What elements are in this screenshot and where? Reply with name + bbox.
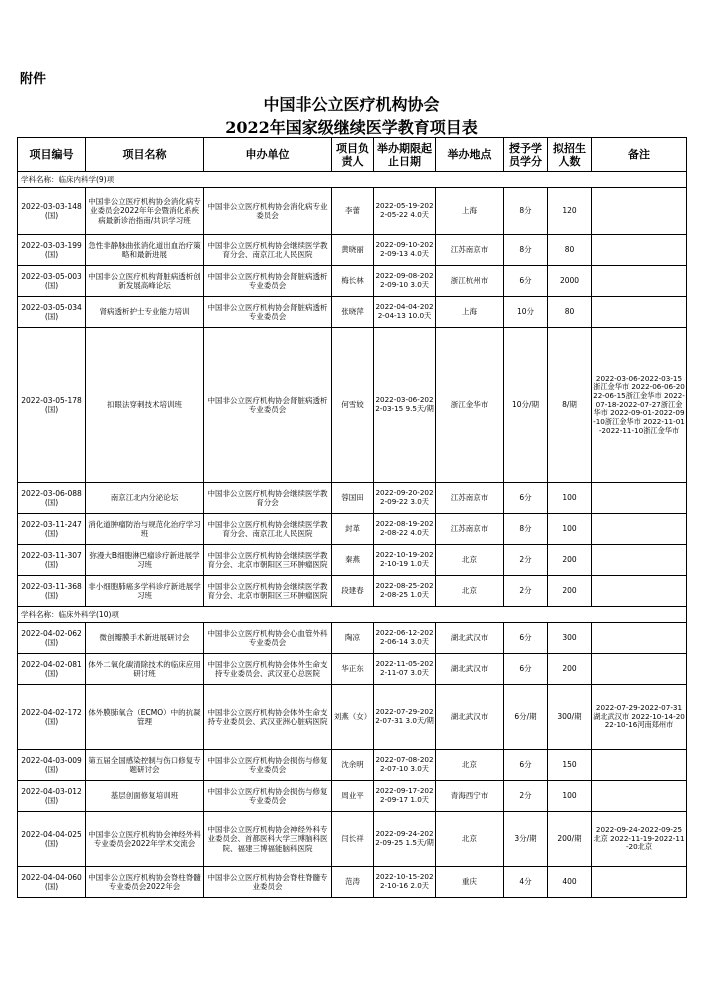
col-header-place: 举办地点 — [436, 138, 504, 172]
cell-place: 北京 — [436, 545, 504, 576]
cell-project-id: 2022-04-04-025 (国) — [18, 812, 86, 867]
section-title: 学科名称：临床外科学(10)项 — [18, 607, 687, 623]
cell-note: 2022-09-24-2022-09-25北京 2022-11-19-2022-11-20北京 — [592, 812, 687, 867]
table-row — [18, 235, 687, 266]
cell-project-name: 中国非公立医疗机构协会脊柱脊髓专业委员会2022年会 — [86, 867, 204, 898]
cell-enrollment: 100 — [548, 483, 592, 514]
cell-credits: 6分 — [504, 483, 548, 514]
table-row — [18, 654, 687, 685]
cell-place: 上海 — [436, 297, 504, 328]
cell-note — [592, 266, 687, 297]
cell-dates: 2022-09-17-2022-09-17 1.0天 — [374, 781, 436, 812]
cell-dates: 2022-07-29-2022-07-31 3.0天/期 — [374, 685, 436, 750]
cell-credits: 2分 — [504, 781, 548, 812]
cell-organizer: 中国非公立医疗机构协会神经外科专业委员会、首都医科大学三博脑科医院、福建三博福能脑科医院 — [204, 812, 332, 867]
cell-credits: 6分 — [504, 750, 548, 781]
cell-dates: 2022-06-12-2022-06-14 3.0天 — [374, 623, 436, 654]
cell-enrollment: 300/期 — [548, 685, 592, 750]
table-row — [18, 266, 687, 297]
cell-place: 湖北武汉市 — [436, 685, 504, 750]
table-row — [18, 483, 687, 514]
cell-project-id: 2022-04-03-009 (国) — [18, 750, 86, 781]
cell-credits: 2分 — [504, 576, 548, 607]
cell-leader: 华正东 — [332, 654, 374, 685]
cell-place: 重庆 — [436, 867, 504, 898]
cell-project-name: 体外二氧化碳清除技术的临床应用研讨班 — [86, 654, 204, 685]
cell-place: 江苏南京市 — [436, 235, 504, 266]
cell-dates: 2022-09-10-2022-09-13 4.0天 — [374, 235, 436, 266]
cell-note — [592, 867, 687, 898]
cell-project-name: 弥漫大B细胞淋巴瘤诊疗新进展学习班 — [86, 545, 204, 576]
cell-project-id: 2022-03-05-178 (国) — [18, 328, 86, 483]
cell-credits: 6分 — [504, 623, 548, 654]
table-row — [18, 685, 687, 750]
cell-project-id: 2022-03-05-003 (国) — [18, 266, 86, 297]
cell-place: 湖北武汉市 — [436, 654, 504, 685]
cell-credits: 6分/期 — [504, 685, 548, 750]
cell-project-id: 2022-04-02-062 (国) — [18, 623, 86, 654]
cell-project-name: 扣眼法穿刺技术培训班 — [86, 328, 204, 483]
cell-place: 江苏南京市 — [436, 483, 504, 514]
table-row — [18, 545, 687, 576]
cell-organizer: 中国非公立医疗机构协会继续医学教育分会 — [204, 483, 332, 514]
document-subtitle: 2022年国家级继续医学教育项目表 — [225, 118, 478, 137]
cell-credits: 2分 — [504, 545, 548, 576]
cell-leader: 刘燕（女） — [332, 685, 374, 750]
cell-note — [592, 235, 687, 266]
cell-leader: 黄晓丽 — [332, 235, 374, 266]
cell-dates: 2022-10-19-2022-10-19 1.0天 — [374, 545, 436, 576]
cell-credits: 6分 — [504, 654, 548, 685]
cell-place: 北京 — [436, 812, 504, 867]
col-header-note: 备注 — [592, 138, 687, 172]
cell-organizer: 中国非公立医疗机构协会肾脏病透析专业委员会 — [204, 328, 332, 483]
cell-dates: 2022-10-15-2022-10-16 2.0天 — [374, 867, 436, 898]
cell-leader: 段建春 — [332, 576, 374, 607]
cell-enrollment: 120 — [548, 188, 592, 235]
table-row — [18, 576, 687, 607]
col-header-id: 项目编号 — [18, 138, 86, 172]
cell-project-name: 南京江北内分泌论坛 — [86, 483, 204, 514]
col-header-dates: 举办期限起止日期 — [374, 138, 436, 172]
cell-enrollment: 400 — [548, 867, 592, 898]
cell-project-id: 2022-03-11-368 (国) — [18, 576, 86, 607]
cell-project-name: 中国非公立医疗机构肾脏病透析创新发展高峰论坛 — [86, 266, 204, 297]
cell-credits: 8分 — [504, 188, 548, 235]
cell-organizer: 中国非公立医疗机构协会损伤与修复专业委员会 — [204, 750, 332, 781]
cell-enrollment: 200 — [548, 545, 592, 576]
cell-note — [592, 576, 687, 607]
cell-project-name: 非小细胞肺癌多学科诊疗新进展学习班 — [86, 576, 204, 607]
cell-enrollment: 300 — [548, 623, 592, 654]
table-row — [18, 328, 687, 483]
cell-credits: 8分 — [504, 235, 548, 266]
cell-organizer: 中国非公立医疗机构协会肾脏病透析专业委员会 — [204, 297, 332, 328]
cell-enrollment: 80 — [548, 235, 592, 266]
table-row — [18, 188, 687, 235]
cell-leader: 蓉国田 — [332, 483, 374, 514]
cell-credits: 4分 — [504, 867, 548, 898]
cell-leader: 李蕾 — [332, 188, 374, 235]
cell-organizer: 中国非公立医疗机构协会损伤与修复专业委员会 — [204, 781, 332, 812]
cell-enrollment: 8/期 — [548, 328, 592, 483]
cell-credits: 6分 — [504, 266, 548, 297]
table-header-row — [18, 138, 687, 172]
cell-dates: 2022-05-19-2022-05-22 4.0天 — [374, 188, 436, 235]
cell-project-name: 体外膜肺氧合（ECMO）中的抗凝管理 — [86, 685, 204, 750]
cell-project-name: 中国非公立医疗机构协会神经外科专业委员会2022年学术交流会 — [86, 812, 204, 867]
cell-note — [592, 654, 687, 685]
cell-project-id: 2022-03-05-034 (国) — [18, 297, 86, 328]
cell-note — [592, 514, 687, 545]
cell-organizer: 中国非公立医疗机构协会脊柱脊髓专业委员会 — [204, 867, 332, 898]
cell-place: 浙江杭州市 — [436, 266, 504, 297]
col-header-credits: 授予学员学分 — [504, 138, 548, 172]
cell-organizer: 中国非公立医疗机构协会消化病专业委员会 — [204, 188, 332, 235]
cell-dates: 2022-08-19-2022-08-22 4.0天 — [374, 514, 436, 545]
cell-note — [592, 750, 687, 781]
section-row — [18, 172, 687, 188]
col-header-org: 申办单位 — [204, 138, 332, 172]
cell-dates: 2022-08-25-2022-08-25 1.0天 — [374, 576, 436, 607]
table-row — [18, 867, 687, 898]
cell-dates: 2022-11-05-2022-11-07 3.0天 — [374, 654, 436, 685]
cell-organizer: 中国非公立医疗机构协会继续医学教育分会、南京江北人民医院 — [204, 514, 332, 545]
cell-note — [592, 483, 687, 514]
cell-leader: 陶凉 — [332, 623, 374, 654]
cell-note: 2022-07-29-2022-07-31湖北武汉市 2022-10-14-2022-10-16河南郑州市 — [592, 685, 687, 750]
col-header-enroll: 拟招生人数 — [548, 138, 592, 172]
cell-project-name: 基层创面修复培训班 — [86, 781, 204, 812]
cell-note: 2022-03-06-2022-03-15浙江金华市 2022-06-06-2022-06-15浙江金华市 2022-07-18-2022-07-27浙江金华市 2022-09-01-2022-09-10浙江金华市 2022-11-01-2022-11-10浙江金华市 — [592, 328, 687, 483]
cell-leader: 秦燕 — [332, 545, 374, 576]
cell-project-id: 2022-04-03-012 (国) — [18, 781, 86, 812]
cell-place: 北京 — [436, 750, 504, 781]
cell-dates: 2022-07-08-2022-07-10 3.0天 — [374, 750, 436, 781]
cell-project-id: 2022-04-04-060 (国) — [18, 867, 86, 898]
cell-organizer: 中国非公立医疗机构协会肾脏病透析专业委员会 — [204, 266, 332, 297]
section-title: 学科名称：临床内科学(9)项 — [18, 172, 687, 188]
cell-enrollment: 80 — [548, 297, 592, 328]
cell-organizer: 中国非公立医疗机构协会继续医学教育分会、北京市朝阳区三环肿瘤医院 — [204, 545, 332, 576]
cell-place: 浙江金华市 — [436, 328, 504, 483]
cell-project-id: 2022-03-11-307 (国) — [18, 545, 86, 576]
cell-place: 湖北武汉市 — [436, 623, 504, 654]
table-row — [18, 781, 687, 812]
cell-credits: 10分 — [504, 297, 548, 328]
cell-credits: 8分 — [504, 514, 548, 545]
cell-project-name: 微创瓣膜手术新进展研讨会 — [86, 623, 204, 654]
cell-credits: 3分/期 — [504, 812, 548, 867]
cell-project-name: 急性非静脉曲张消化道出血治疗策略和最新进展 — [86, 235, 204, 266]
cell-project-name: 肾病透析护士专业能力培训 — [86, 297, 204, 328]
cell-note — [592, 188, 687, 235]
table-row — [18, 750, 687, 781]
cell-enrollment: 100 — [548, 781, 592, 812]
cell-place: 青海西宁市 — [436, 781, 504, 812]
cell-note — [592, 545, 687, 576]
cell-leader: 何雪姣 — [332, 328, 374, 483]
cell-leader: 周业平 — [332, 781, 374, 812]
cell-credits: 10分/期 — [504, 328, 548, 483]
cell-enrollment: 100 — [548, 514, 592, 545]
cell-dates: 2022-04-04-2022-04-13 10.0天 — [374, 297, 436, 328]
col-header-leader: 项目负责人 — [332, 138, 374, 172]
attachment-label: 附件 — [20, 72, 47, 87]
cell-leader: 范涛 — [332, 867, 374, 898]
cell-place: 上海 — [436, 188, 504, 235]
cell-leader: 封革 — [332, 514, 374, 545]
cell-project-id: 2022-03-06-088 (国) — [18, 483, 86, 514]
cell-leader: 沈余明 — [332, 750, 374, 781]
cell-note — [592, 623, 687, 654]
table-row — [18, 623, 687, 654]
cell-organizer: 中国非公立医疗机构协会体外生命支持专业委员会、武汉亚心总医院 — [204, 654, 332, 685]
document-title: 中国非公立医疗机构协会 — [263, 95, 440, 114]
project-table — [17, 137, 687, 898]
cell-project-id: 2022-04-02-081 (国) — [18, 654, 86, 685]
cell-project-id: 2022-03-11-247 (国) — [18, 514, 86, 545]
cell-organizer: 中国非公立医疗机构协会心血管外科专业委员会 — [204, 623, 332, 654]
cell-organizer: 中国非公立医疗机构协会继续医学教育分会、南京江北人民医院 — [204, 235, 332, 266]
cell-project-id: 2022-03-03-148 (国) — [18, 188, 86, 235]
cell-dates: 2022-09-08-2022-09-10 3.0天 — [374, 266, 436, 297]
cell-project-name: 第五届全国感染控制与伤口修复专题研讨会 — [86, 750, 204, 781]
cell-enrollment: 150 — [548, 750, 592, 781]
table-row — [18, 297, 687, 328]
cell-note — [592, 297, 687, 328]
cell-project-id: 2022-03-03-199 (国) — [18, 235, 86, 266]
cell-enrollment: 200/期 — [548, 812, 592, 867]
cell-leader: 张晓萍 — [332, 297, 374, 328]
cell-enrollment: 200 — [548, 576, 592, 607]
cell-note — [592, 781, 687, 812]
cell-dates: 2022-09-24-2022-09-25 1.5天/期 — [374, 812, 436, 867]
cell-place: 北京 — [436, 576, 504, 607]
cell-dates: 2022-09-20-2022-09-22 3.0天 — [374, 483, 436, 514]
cell-dates: 2022-03-06-2022-03-15 9.5天/期 — [374, 328, 436, 483]
cell-project-id: 2022-04-02-172 (国) — [18, 685, 86, 750]
cell-enrollment: 200 — [548, 654, 592, 685]
table-row — [18, 514, 687, 545]
cell-leader: 梅长林 — [332, 266, 374, 297]
cell-place: 江苏南京市 — [436, 514, 504, 545]
cell-project-name: 消化道肿瘤防治与规范化治疗学习班 — [86, 514, 204, 545]
cell-organizer: 中国非公立医疗机构协会体外生命支持专业委员会、武汉亚洲心脏病医院 — [204, 685, 332, 750]
table-row — [18, 812, 687, 867]
section-row — [18, 607, 687, 623]
cell-project-name: 中国非公立医疗机构协会消化病专业委员会2022年年会暨消化系疾病最新诊治指南/共识学习班 — [86, 188, 204, 235]
cell-organizer: 中国非公立医疗机构协会继续医学教育分会、北京市朝阳区三环肿瘤医院 — [204, 576, 332, 607]
col-header-name: 项目名称 — [86, 138, 204, 172]
cell-enrollment: 2000 — [548, 266, 592, 297]
cell-leader: 闫长祥 — [332, 812, 374, 867]
